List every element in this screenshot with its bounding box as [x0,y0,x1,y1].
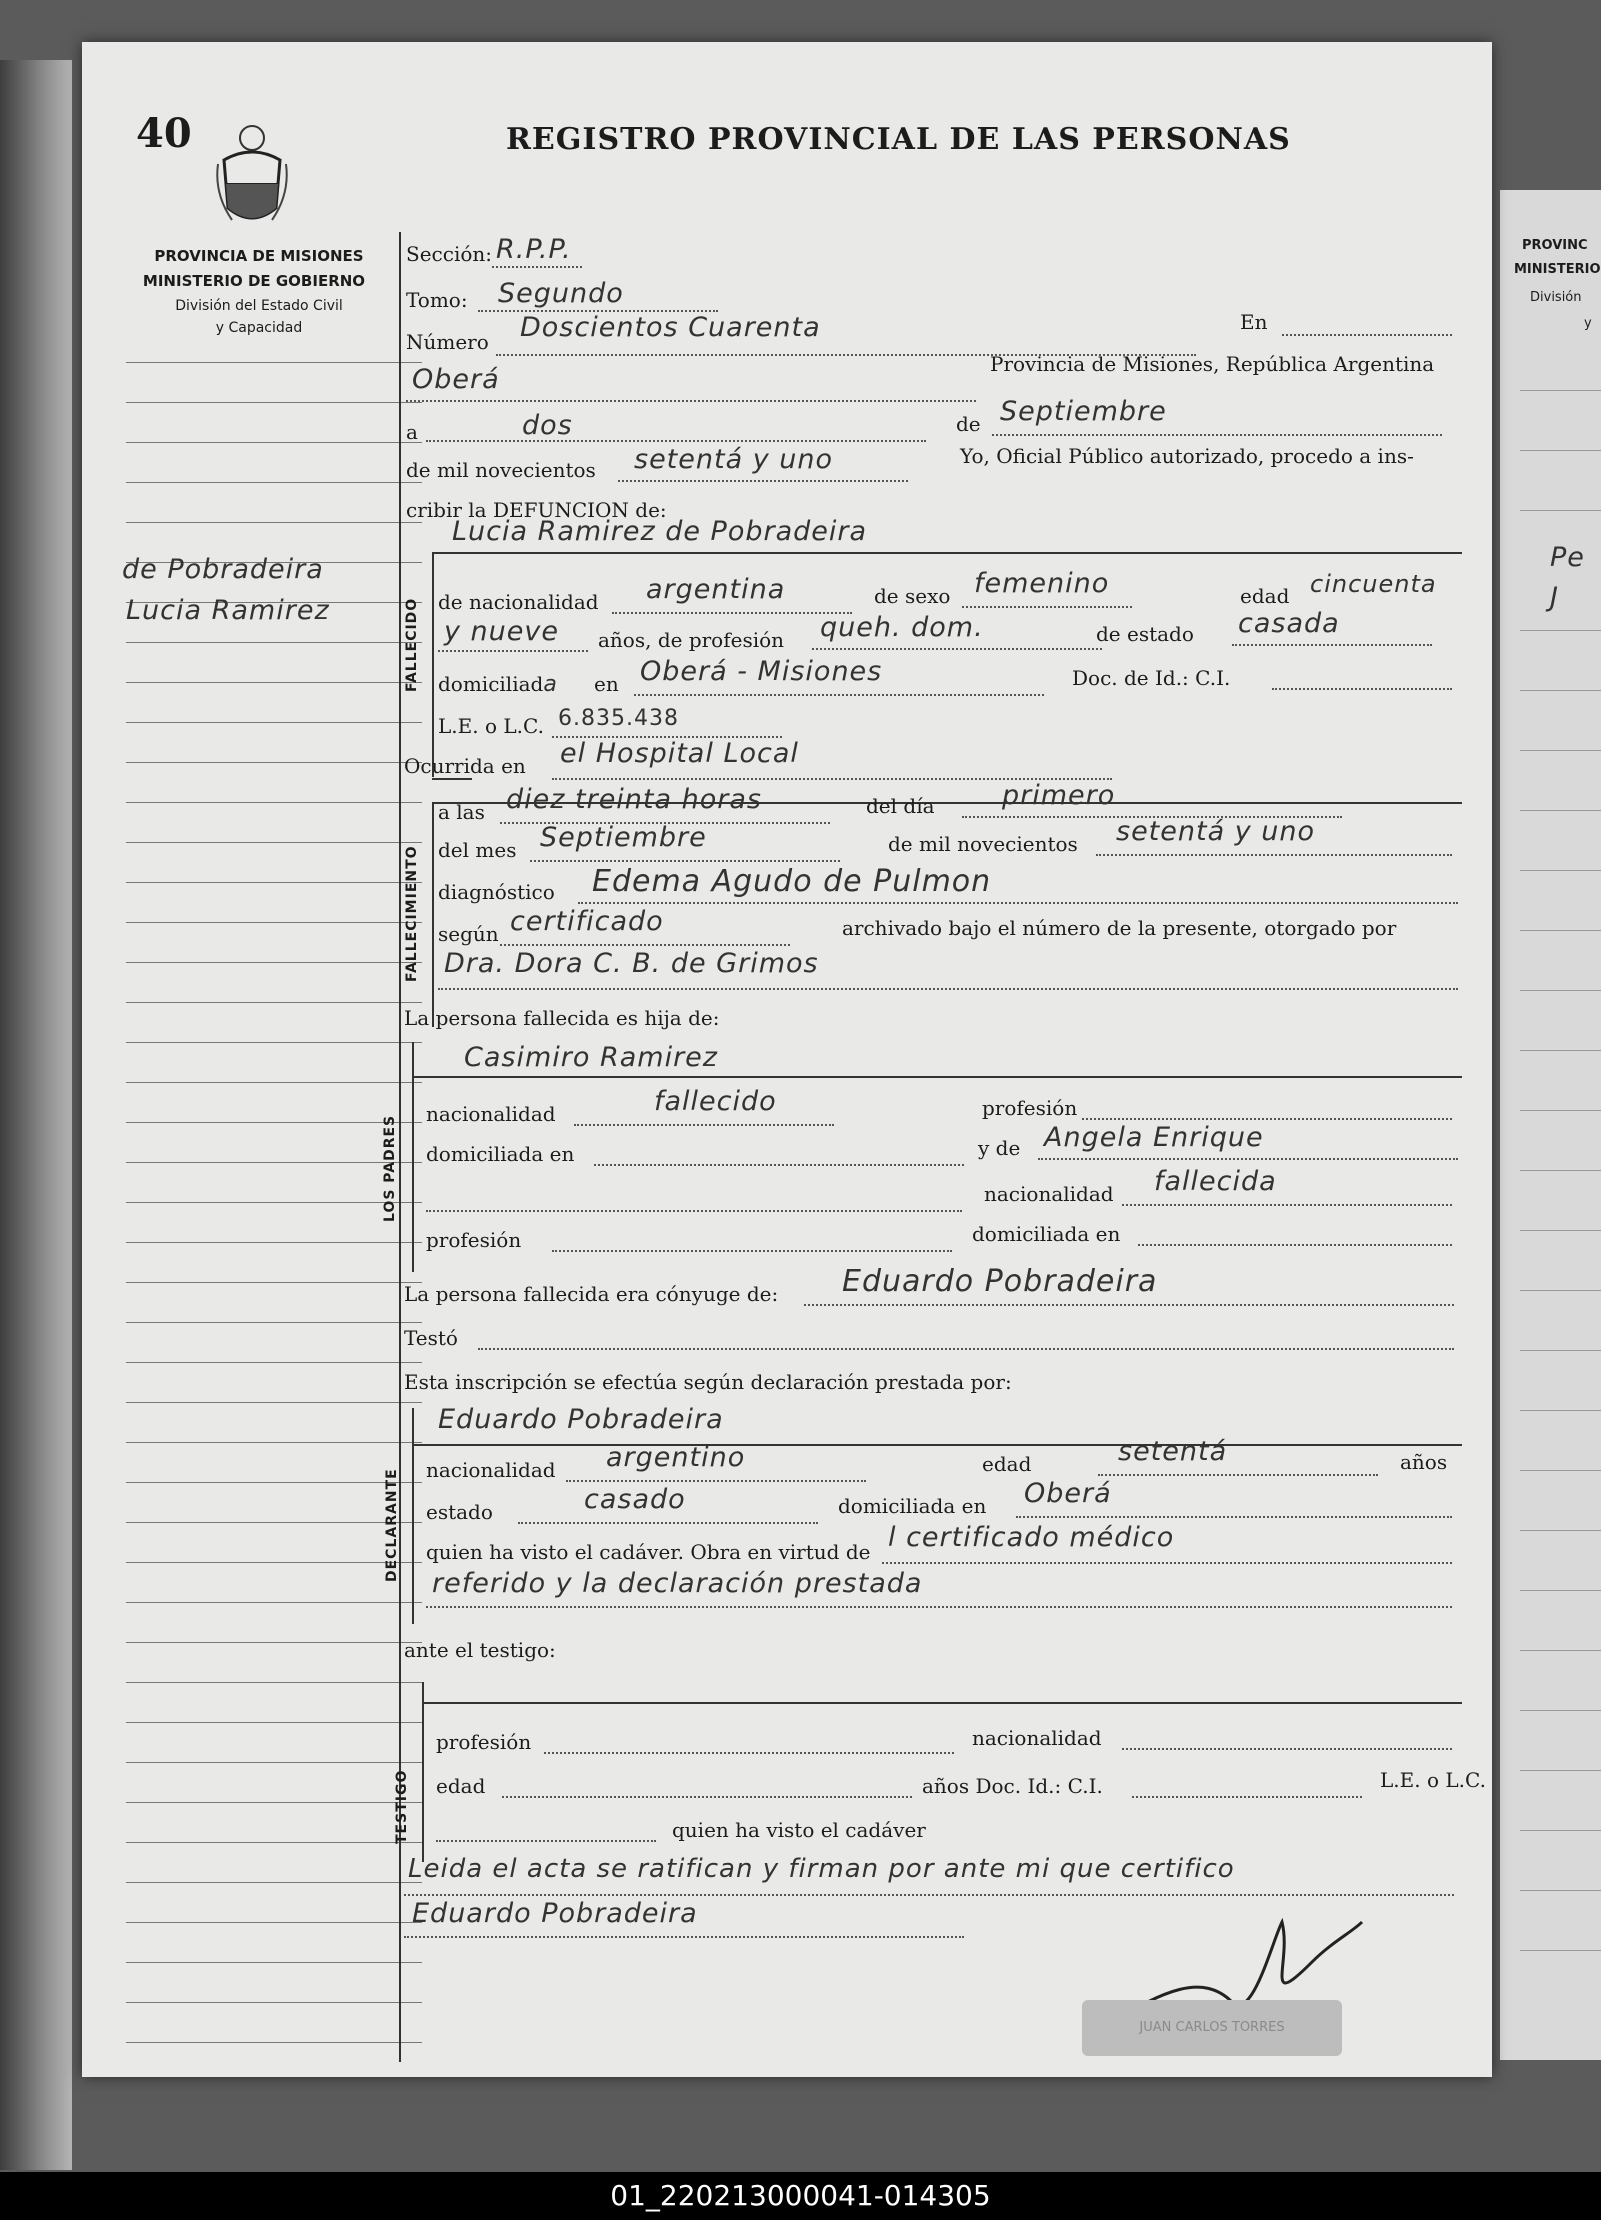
section-label-padres: LOS PADRES [382,1114,398,1222]
dia-fallecimiento-value: primero [1002,780,1116,811]
tomo-value: Segundo [498,278,624,309]
declarante-nacionalidad-label: nacionalidad [426,1458,556,1482]
book-binding [0,60,72,2170]
madre-nacionalidad-label: nacionalidad [984,1182,1114,1206]
adjacent-issuer-4: y [1584,316,1592,331]
madre-domicilio-label: domiciliada en [972,1222,1121,1246]
domicilio-en-label: en [594,672,619,696]
image-id-footer: 01_220213000041-014305 [0,2172,1601,2220]
conyuge-label: La persona fallecida era cónyuge de: [404,1282,779,1306]
page-number: 40 [136,110,192,157]
numero-label: Número [406,330,489,354]
sexo-value: femenino [974,568,1110,599]
medico-value: Dra. Dora C. B. de Grimos [444,948,819,979]
adjacent-handwriting-1: Pe [1550,542,1585,573]
dia-value: dos [522,410,573,441]
padre-nombre: Casimiro Ramirez [464,1042,718,1073]
provincia-label: Provincia de Misiones, República Argentina [990,352,1435,376]
tomo-label: Tomo: [406,288,468,312]
fallecido-nombre: Lucia Ramirez de Pobradeira [452,516,868,547]
section-label-fallecido: FALLECIDO [404,597,420,692]
issuer-division: División del Estado Civil [175,298,343,314]
declarante-cadaver-value-2: referido y la declaración prestada [432,1568,923,1599]
cierre-line-1: Leida el acta se ratifican y firman por ante mi que certifico [408,1854,1235,1884]
adjacent-page [1500,190,1601,2060]
cierre-line-2: Eduardo Pobradeira [412,1898,698,1929]
estado-label: de estado [1096,622,1194,646]
declarante-nacionalidad-value: argentino [606,1442,746,1473]
declarante-estado-label: estado [426,1500,493,1524]
declarante-cadaver-label: quien ha visto el cadáver. Obra en virtud de [426,1540,871,1564]
issuer-capacity: y Capacidad [215,320,303,336]
sexo-label: de sexo [874,584,951,608]
edad-value-2: y nueve [444,616,559,647]
page-title: REGISTRO PROVINCIAL DE LAS PERSONAS [506,122,1291,157]
testigo-edad-label: edad [436,1774,486,1798]
madre-yde-label: y de [978,1136,1021,1160]
padres-intro-label: La persona fallecida es hija de: [404,1006,720,1030]
le-label: L.E. o L.C. [438,714,544,738]
anios-profesion-label: años, de profesión [598,628,785,652]
nacionalidad-value: argentina [646,574,786,605]
section-label-declarante: DECLARANTE [384,1468,400,1582]
declarante-domicilio-label: domiciliada en [838,1494,987,1518]
dia-label: del día [866,794,935,818]
edad-label: edad [1240,584,1290,608]
estado-value: casada [1238,608,1340,639]
margin-note-name: Lucia Ramirez [126,595,330,626]
domicilio-label: domiciliada [438,672,558,697]
mes-label: del mes [438,838,517,862]
de-label: de [956,412,981,436]
seccion-label: Sección: [406,242,492,266]
declarante-estado-value: casado [584,1484,686,1515]
register-page [82,42,1492,2077]
segun-label: según [438,922,499,946]
inscribir-label: cribir la DEFUNCION de: [406,498,667,522]
declarante-cadaver-value: l certificado médico [888,1522,1175,1553]
testo-label: Testó [404,1326,458,1350]
padre-domicilio-label: domiciliada en [426,1142,575,1166]
padre-profesion-label: profesión [982,1096,1078,1120]
testigo-cadaver-label: quien ha visto el cadáver [672,1818,926,1842]
diagnostico-label: diagnóstico [438,880,555,904]
mes-fallecimiento-value: Septiembre [540,822,707,853]
ocurrida-value: el Hospital Local [560,738,799,769]
testigo-intro-label: ante el testigo: [404,1638,556,1662]
domicilio-suffix: a [543,672,558,697]
madre-nacionalidad-value: fallecida [1154,1166,1277,1197]
section-label-fallecimiento: FALLECIMIENTO [404,845,420,982]
madre-nombre: Angela Enrique [1044,1122,1264,1153]
anio-value: setentá y uno [634,444,834,475]
mes-value: Septiembre [1000,396,1167,427]
section-label-testigo: TESTIGO [394,1769,410,1844]
seccion-value: R.P.P. [496,234,572,265]
declarante-intro-label: Esta inscripción se efectúa según declaración prestada por: [404,1370,1012,1394]
edad-value: cincuenta [1310,570,1437,598]
adjacent-issuer-1: PROVINC [1522,238,1588,253]
doc-label: Doc. de Id.: C.I. [1072,666,1231,690]
coat-of-arms-icon [212,124,292,236]
testigo-doc-label: años Doc. Id.: C.I. [922,1774,1103,1798]
segun-value: certificado [510,906,664,937]
declarante-anios-label: años [1400,1450,1448,1474]
conyuge-nombre: Eduardo Pobradeira [842,1264,1158,1299]
a-label: a [406,420,418,444]
padre-nacionalidad-value: fallecido [654,1086,777,1117]
le-value: 6.835.438 [558,706,679,731]
archivado-label: archivado bajo el número de la presente, otorgado por [842,916,1397,940]
nacionalidad-label: de nacionalidad [438,590,599,614]
anio-fallecimiento-label: de mil novecientos [888,832,1078,856]
declarante-domicilio-value: Oberá [1024,1478,1112,1509]
anio-fallecimiento-value: setentá y uno [1116,816,1316,847]
oficial-label: Yo, Oficial Público autorizado, procedo a ins- [960,444,1414,468]
padre-nacionalidad-label: nacionalidad [426,1102,556,1126]
numero-value: Doscientos Cuarenta [520,312,821,343]
testigo-profesion-label: profesión [436,1730,532,1754]
declarante-nombre: Eduardo Pobradeira [438,1404,724,1435]
testigo-le-label: L.E. o L.C. [1380,1768,1486,1792]
anio-label: de mil novecientos [406,458,596,482]
hora-label: a las [438,800,485,824]
domicilio-value: Oberá - Misiones [640,656,883,687]
official-stamp: JUAN CARLOS TORRES [1082,2000,1342,2056]
profesion-value: queh. dom. [820,612,984,643]
issuer-province: PROVINCIA DE MISIONES [154,247,364,265]
diagnostico-value: Edema Agudo de Pulmon [592,864,992,899]
lugar-value: Oberá [412,364,500,395]
adjacent-issuer-2: MINISTERIO [1514,262,1601,277]
ocurrida-label: Ocurrida en [404,754,526,778]
issuer-ministry: MINISTERIO DE GOBIERNO [142,272,366,290]
en-label: En [1240,310,1268,334]
declarante-edad-value: setentá [1118,1436,1228,1467]
hora-value: diez treinta horas [506,784,762,815]
madre-profesion-label: profesión [426,1228,522,1252]
testigo-nacionalidad-label: nacionalidad [972,1726,1102,1750]
adjacent-issuer-3: División [1530,290,1582,305]
declarante-edad-label: edad [982,1452,1032,1476]
margin-note-surname: de Pobradeira [122,554,324,585]
adjacent-handwriting-2: J [1550,582,1559,613]
